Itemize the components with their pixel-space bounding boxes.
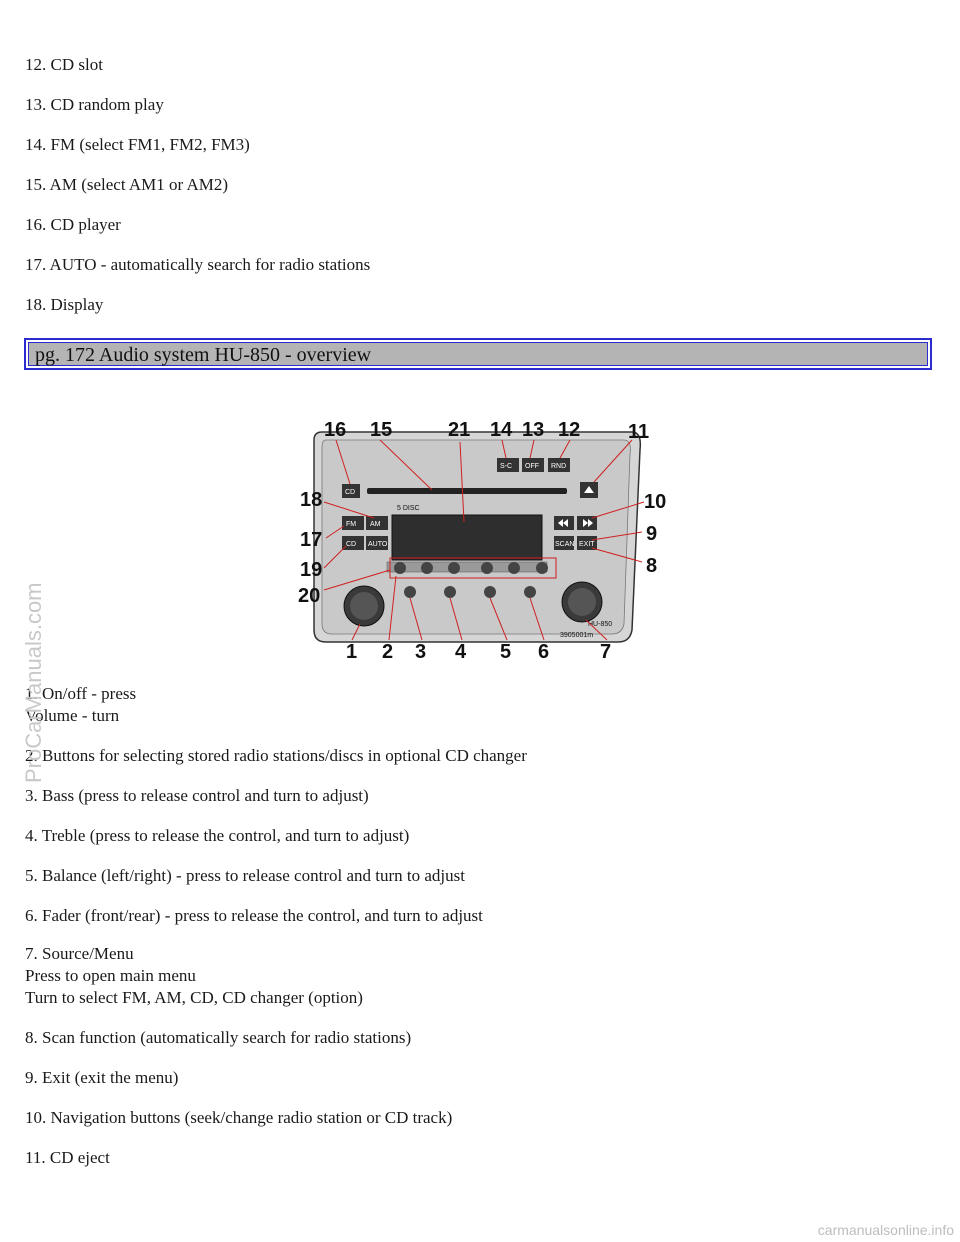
callout-1: 1 — [346, 641, 358, 660]
preset-button-4[interactable] — [481, 562, 493, 574]
list-item-15: 15. AM (select AM1 or AM2) — [25, 175, 229, 194]
callout-17: 17 — [300, 529, 323, 551]
preset-button-2[interactable] — [421, 562, 433, 574]
callout-12: 12 — [558, 419, 581, 441]
preset-button-3[interactable] — [448, 562, 460, 574]
list-item-13: 13. CD random play — [25, 95, 164, 114]
callout-15: 15 — [370, 419, 393, 441]
source-menu-knob-center — [568, 588, 596, 616]
list-item-18: 18. Display — [25, 295, 104, 314]
model-label: HU-850 — [588, 621, 613, 628]
side-watermark: ProCarManuals.com — [21, 582, 46, 783]
list-item-4: 4. Treble (press to release the control, and turn to adjust) — [25, 826, 410, 845]
list-item-14: 14. FM (select FM1, FM2, FM3) — [25, 135, 250, 154]
list-item-1-line-2: Volume - turn — [25, 706, 120, 725]
cd-slot — [367, 488, 567, 494]
list-item-7-line-1: 7. Source/Menu — [25, 944, 134, 963]
cd-source-button-label: CD — [346, 541, 357, 548]
callout-13: 13 — [522, 419, 545, 441]
callout-20: 20 — [298, 585, 321, 607]
am-button-label: AM — [370, 521, 381, 528]
section-header-title: pg. 172 Audio system HU-850 - overview — [28, 342, 928, 366]
footer-watermark: carmanualsonline.info — [817, 1222, 954, 1238]
balance-knob[interactable] — [484, 586, 496, 598]
callout-3: 3 — [415, 641, 427, 660]
preset-button-5[interactable] — [508, 562, 520, 574]
scan-button-label: SCAN — [555, 541, 575, 548]
callout-2: 2 — [382, 641, 394, 660]
callout-10: 10 — [644, 491, 667, 513]
list-item-9: 9. Exit (exit the menu) — [25, 1068, 179, 1087]
list-item-16: 16. CD player — [25, 215, 121, 234]
callout-18: 18 — [300, 489, 323, 511]
list-item-12: 12. CD slot — [25, 55, 103, 74]
list-item-3: 3. Bass (press to release control and turn to adjust) — [25, 786, 369, 805]
callout-8: 8 — [646, 555, 658, 577]
rnd-button-label: RND — [551, 463, 567, 470]
callout-4: 4 — [455, 641, 467, 660]
list-item-1-line-1: 1. On/off - press — [25, 684, 137, 703]
list-item-6: 6. Fader (front/rear) - press to release the control, and turn to adjust — [25, 906, 483, 925]
list-item-2: 2. Buttons for selecting stored radio stations/discs in optional CD changer — [25, 746, 527, 765]
list-item-11: 11. CD eject — [25, 1148, 110, 1167]
display-caption: 5 DISC — [397, 505, 420, 512]
bass-knob[interactable] — [404, 586, 416, 598]
section-header — [24, 338, 932, 370]
callout-16: 16 — [324, 419, 347, 441]
preset-button-6[interactable] — [536, 562, 548, 574]
fader-knob[interactable] — [524, 586, 536, 598]
off-button-label: OFF — [525, 463, 539, 470]
preset-button-1[interactable] — [394, 562, 406, 574]
callout-6: 6 — [538, 641, 550, 660]
callout-21: 21 — [448, 419, 471, 441]
fm-button-label: FM — [346, 521, 357, 528]
list-item-17: 17. AUTO - automatically search for radio stations — [25, 255, 371, 274]
part-code: 3905001m — [560, 632, 594, 639]
volume-knob-center — [350, 592, 378, 620]
callout-11: 11 — [628, 421, 650, 443]
list-item-8: 8. Scan function (automatically search for radio stations) — [25, 1028, 412, 1047]
audio-system-diagram — [292, 410, 672, 660]
auto-button-label: AUTO — [368, 541, 388, 548]
callout-7: 7 — [600, 641, 612, 660]
exit-button-label: EXIT — [579, 541, 595, 548]
list-item-7-line-2: Press to open main menu — [25, 966, 196, 985]
list-item-10: 10. Navigation buttons (seek/change radio station or CD track) — [25, 1108, 453, 1127]
callout-14: 14 — [490, 419, 513, 441]
display-lower — [387, 562, 547, 572]
sc-button-label: S-C — [500, 463, 513, 470]
callout-9: 9 — [646, 523, 658, 545]
cd-button-label: CD — [345, 489, 356, 496]
display-screen — [392, 515, 542, 560]
callout-5: 5 — [500, 641, 512, 660]
list-item-7-line-3: Turn to select FM, AM, CD, CD changer (option) — [25, 988, 363, 1007]
list-item-5: 5. Balance (left/right) - press to release control and turn to adjust — [25, 866, 465, 885]
callout-19: 19 — [300, 559, 323, 581]
treble-knob[interactable] — [444, 586, 456, 598]
